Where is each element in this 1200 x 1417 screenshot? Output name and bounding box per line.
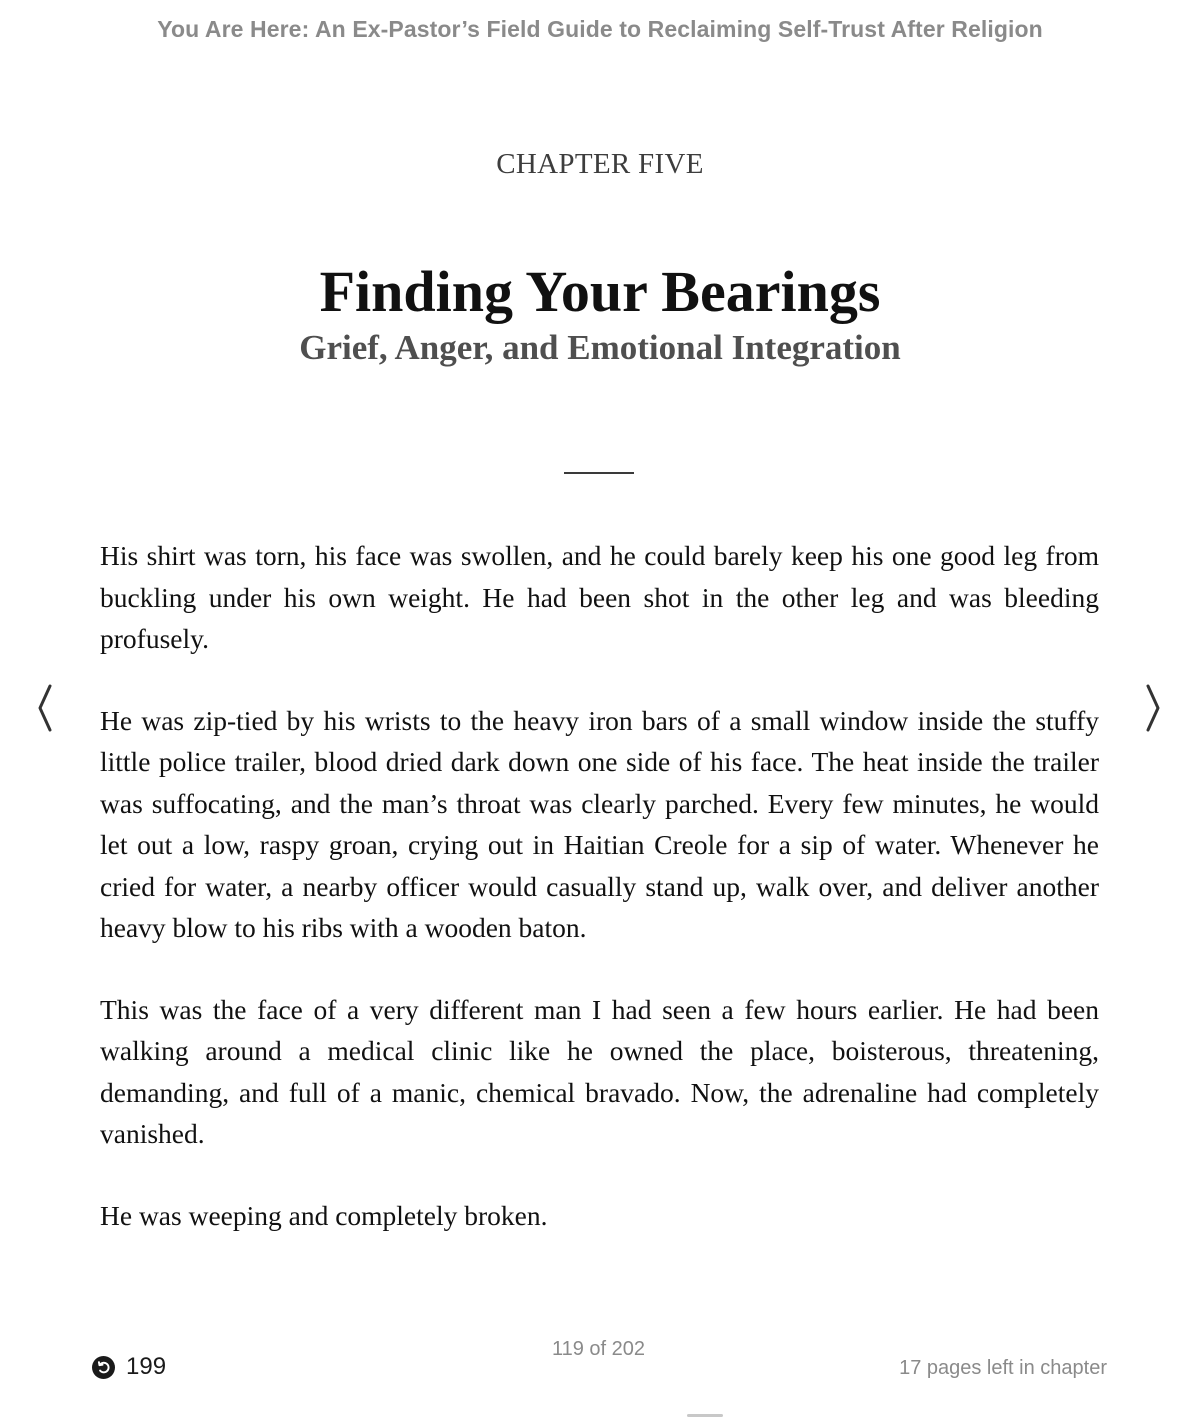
paragraph-1: His shirt was torn, his face was swollen, and he could barely keep his one good leg from buckling under his own weight. He had been shot in the other leg and was bleeding profusely. — [100, 540, 1099, 654]
paragraph-4: He was weeping and completely broken. — [100, 1199, 548, 1231]
paragraph-3: This was the face of a very different man I had seen a few hours earlier. He had been walking around a medical clinic like he owned the place, boisterous, threatening, demanding, and full of a manic, chemical bravado. Now, the adrenaline had completely vanished. — [100, 993, 1099, 1149]
section-divider — [564, 472, 634, 474]
chapter-subtitle: Grief, Anger, and Emotional Integration — [299, 328, 901, 367]
book-title: You Are Here: An Ex-Pastor’s Field Guide to Reclaiming Self-Trust After Religion — [157, 16, 1043, 42]
previous-page-button[interactable] — [30, 676, 60, 740]
chapter-title: Finding Your Bearings — [319, 259, 881, 324]
page-indicator: 119 of 202 — [551, 1338, 646, 1360]
pages-left-in-chapter: 17 pages left in chapter — [899, 1357, 1107, 1379]
page-body — [100, 535, 1099, 1276]
chevron-left-icon — [30, 676, 60, 740]
history-page-number: 199 — [126, 1353, 167, 1380]
paragraph-2: He was zip-tied by his wrists to the heavy iron bars of a small window inside the stuffy little police trailer, blood dried dark down one side of his face. The heat inside the trailer was suffocating, and the man’s throat was clearly parched. Every few minutes, he would let out a low, raspy groan, crying out in Haitian Creole for a sip of water. Whenever he cried for water, a nearby officer would casually stand up, walk over, and deliver another heavy blow to his ribs with a wooden baton. — [100, 704, 1099, 943]
next-page-button[interactable] — [1138, 676, 1168, 740]
chapter-label: CHAPTER FIVE — [496, 148, 704, 180]
chevron-right-icon — [1138, 676, 1168, 740]
